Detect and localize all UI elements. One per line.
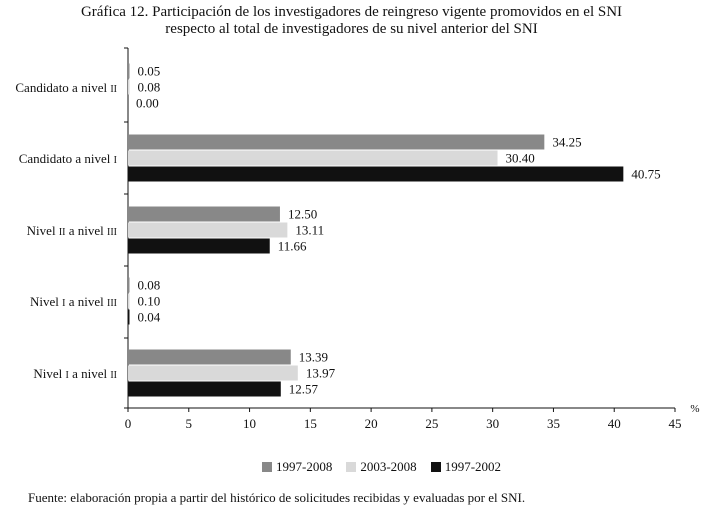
bar [128,135,544,150]
data-label: 0.04 [137,309,161,325]
data-label: 0.10 [137,293,161,309]
x-tick-label: 5 [185,416,193,431]
bar [128,294,130,309]
legend-label: 1997-2002 [444,459,502,474]
category-label: Nivel I a nivel III [30,294,117,309]
data-label: 0.00 [136,95,159,111]
legend-label: 2003-2008 [360,459,417,474]
data-label: 12.57 [288,381,319,397]
bar [128,167,623,182]
x-tick-label: 20 [364,416,378,431]
data-label: 0.08 [137,277,161,293]
bar [128,151,498,166]
category-label: Nivel I a nivel II [33,366,117,381]
legend-item [346,459,416,475]
bar [128,366,298,381]
x-tick-label: 25 [425,416,439,431]
category-label: Nivel II a nivel III [26,223,117,238]
chart-title-line-2: respecto al total de investigadores de su nivel anterior del SNI [165,21,538,37]
data-label: 30.40 [505,150,535,166]
legend-swatch [431,462,441,472]
bar [128,207,280,222]
bar [128,64,130,79]
data-label: 0.05 [137,63,161,79]
data-label: 34.25 [552,134,582,150]
x-axis-unit: % [690,403,700,415]
x-tick-label: 35 [546,416,560,431]
legend-swatch [262,462,272,472]
x-tick-label: 30 [486,416,500,431]
bar [128,278,130,293]
data-label: 11.66 [277,238,307,254]
bar [128,223,287,238]
data-label: 13.97 [305,365,336,381]
data-label: 0.08 [137,79,161,95]
legend [262,459,501,475]
bar [128,239,270,254]
bar [128,382,281,397]
source-note: Fuente: elaboración propia a partir del histórico de solicitudes recibidas y evaluadas por el SNI. [28,490,526,505]
bar [128,310,130,325]
x-tick-label: 15 [303,416,317,431]
data-label: 13.11 [295,222,325,238]
legend-item [431,459,501,475]
category-label: Candidato a nivel II [15,80,117,95]
legend-label: 1997-2008 [276,459,333,474]
x-tick-label: 40 [607,416,621,431]
data-label: 40.75 [631,166,661,182]
x-tick-label: 10 [243,416,257,431]
data-label: 12.50 [287,206,318,222]
bar [128,80,130,95]
x-tick-label: 45 [668,416,682,431]
data-label: 13.39 [298,349,329,365]
x-tick-label: 0 [124,416,132,431]
legend-item [262,459,332,475]
chart-title-line-1: Gráfica 12. Participación de los investigadores de reingreso vigente promovidos en el SNI [80,4,623,20]
category-label: Candidato a nivel I [18,151,117,166]
bar [128,350,291,365]
legend-swatch [346,462,356,472]
